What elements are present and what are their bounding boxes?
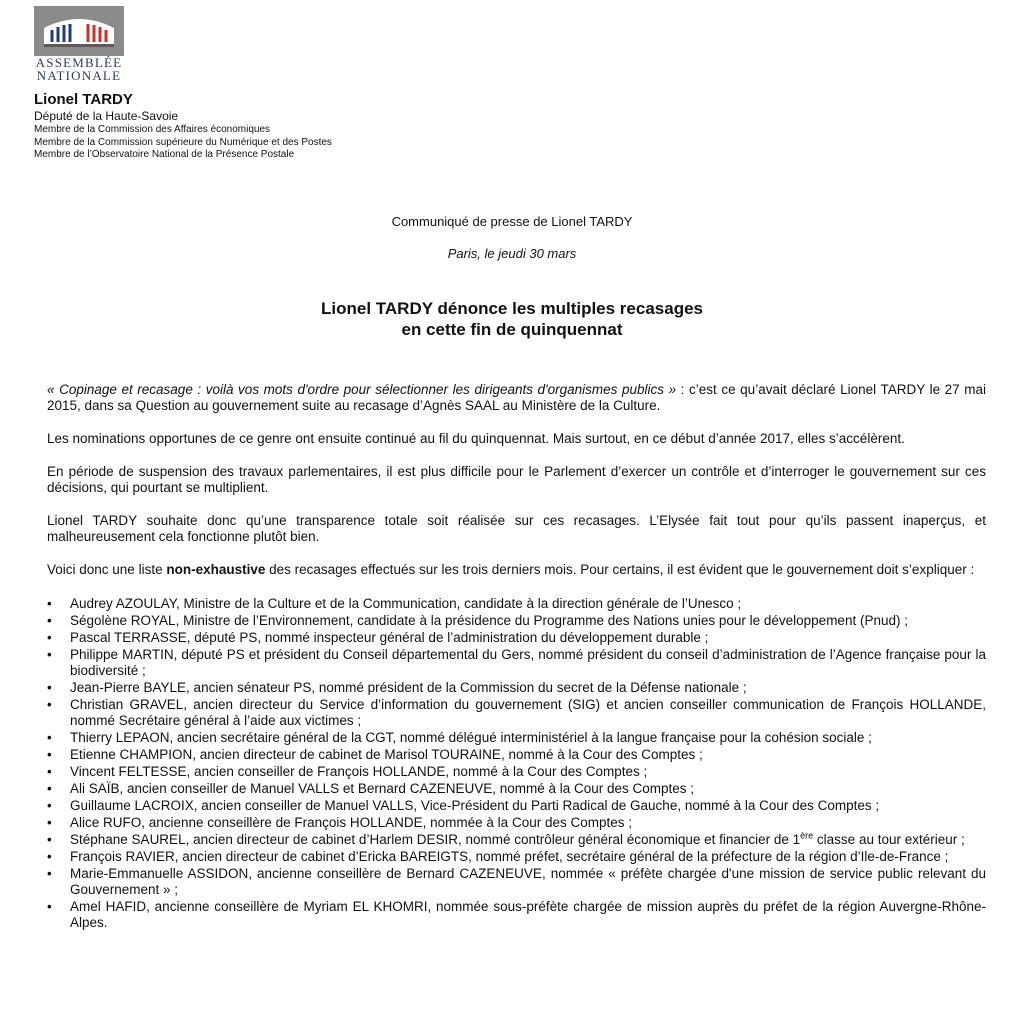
title-line2: en cette fin de quinquennat: [401, 320, 623, 339]
bullet-icon: •: [47, 781, 52, 796]
bullet-icon: •: [47, 596, 52, 611]
bullet-icon: •: [47, 815, 52, 830]
list-item: • Thierry LEPAON, ancien secrétaire général de la CGT, nommé délégué interministériel à la langue française pour la cohésion sociale ;: [47, 730, 872, 745]
list-item: • Marie-Emmanuelle ASSIDON, ancienne conseillère de Bernard CAZENEUVE, nommée « préfète chargée d'une mission de service public relevant du Gouvernement » ;: [47, 866, 986, 897]
appointments-list: [47, 596, 986, 931]
assemblee-nationale-logo: [34, 6, 124, 82]
hemicycle-icon: [34, 6, 124, 56]
paragraph-1: [47, 382, 986, 414]
paragraph-5-text-b: des recasages effectués sur les trois derniers mois. Pour certains, il est évident que le gouvernement doit s’expliquer :: [265, 562, 975, 577]
membership-line: Membre de la Commission des Affaires économiques: [34, 124, 271, 135]
list-item: • Amel HAFID, ancienne conseillère de Myriam EL KHOMRI, nommée sous-préfète chargée de mission auprès du préfet de la région Auvergne-Rhône-Alpes.: [47, 899, 986, 930]
list-item: • Vincent FELTESSE, ancien conseiller de François HOLLANDE, nommé à la Cour des Comptes ;: [47, 764, 648, 779]
bullet-icon: •: [47, 647, 52, 662]
list-item: • Philippe MARTIN, député PS et président du Conseil départemental du Gers, nommé président du conseil d’administration de l’Agence française pour la biodiversité ;: [47, 647, 986, 678]
list-item: • Guillaume LACROIX, ancien conseiller de Manuel VALLS, Vice-Président du Parti Radical de Gauche, nommé à la Cour des Comptes ;: [47, 798, 880, 813]
bullet-icon: •: [47, 899, 52, 914]
paragraph-5-text-a: Voici donc une liste: [47, 562, 167, 577]
bullet-icon: •: [47, 764, 52, 779]
bullet-icon: •: [47, 697, 52, 712]
bullet-icon: •: [47, 680, 52, 695]
press-release-body: [47, 382, 986, 932]
bullet-icon: •: [47, 613, 52, 628]
list-item: • Audrey AZOULAY, Ministre de la Culture et de la Communication, candidate à la direction générale de l’Unesco ;: [47, 596, 742, 611]
membership-line: Membre de l’Observatoire National de la Présence Postale: [34, 149, 295, 160]
deputy-name: Lionel TARDY: [34, 91, 133, 108]
list-item: • Pascal TERRASSE, député PS, nommé inspecteur général de l’administration du développement durable ;: [47, 630, 709, 645]
bullet-icon: •: [47, 630, 52, 645]
bullet-icon: •: [47, 798, 52, 813]
paragraph-1-text: : c’est ce qu’avait déclaré Lionel TARDY le 27 mai 2015, dans sa Question au gouvernement suite au recasage d’Agnès SAAL au Ministère de la Culture.: [47, 382, 987, 413]
paragraph-5: [47, 562, 986, 578]
press-release-label: Communiqué de presse de Lionel TARDY: [391, 214, 633, 229]
bullet-icon: •: [47, 832, 52, 847]
paragraph-3: En période de suspension des travaux parlementaires, il est plus difficile pour le Parlement d’exercer un contrôle et d’interroger le gouvernement sur ces décisions, qui pourtant se multiplient.: [47, 464, 986, 495]
title-line1: Lionel TARDY dénonce les multiples recasages: [321, 299, 703, 318]
list-item: • François RAVIER, ancien directeur de cabinet d’Ericka BAREIGTS, nommé préfet, secrétaire général de la préfecture de la région d’Ile-de-France ;: [47, 849, 949, 864]
bullet-icon: •: [47, 866, 52, 881]
dateline: Paris, le jeudi 30 mars: [447, 246, 577, 261]
logo-text-line1: ASSEMBLÉE: [35, 55, 123, 70]
emphasis: non-exhaustive: [166, 562, 266, 577]
list-item: • Etienne CHAMPION, ancien directeur de cabinet de Marisol TOURAINE, nommé à la Cour des Comptes ;: [47, 747, 703, 762]
list-item: • Ségolène ROYAL, Ministre de l’Environnement, candidate à la présidence du Programme des Nations unies pour le développement (Pnud) ;: [47, 613, 908, 628]
press-release-title: [0, 298, 1024, 340]
deputy-role: Député de la Haute-Savoie: [34, 109, 179, 123]
list-item: • Ali SAÏB, ancien conseiller de Manuel VALLS et Bernard CAZENEUVE, nommé à la Cour des Comptes ;: [47, 781, 695, 796]
bullet-icon: •: [47, 747, 52, 762]
list-item: • Stéphane SAUREL, ancien directeur de cabinet d’Harlem DESIR, nommé contrôleur général économique et financier de 1ère classe au tour extérieur ;: [47, 830, 965, 847]
letterhead: [34, 91, 332, 162]
paragraph-2: Les nominations opportunes de ce genre ont ensuite continué au fil du quinquennat. Mais surtout, en ce début d’année 2017, elles s’accélèrent.: [47, 431, 905, 446]
list-item: • Jean-Pierre BAYLE, ancien sénateur PS, nommé président de la Commission du secret de la Défense nationale ;: [47, 680, 747, 695]
bullet-icon: •: [47, 849, 52, 864]
list-item: • Christian GRAVEL, ancien directeur du Service d’information du gouvernement (SIG) et ancien conseiller communication de François HOLLANDE, nommé Secrétaire général à l’aide aux victimes ;: [47, 697, 986, 728]
logo-text-line2: NATIONALE: [36, 68, 122, 83]
superscript: ère: [800, 830, 814, 841]
list-item: • Alice RUFO, ancienne conseillère de François HOLLANDE, nommée à la Cour des Comptes ;: [47, 815, 632, 830]
bullet-icon: •: [47, 730, 52, 745]
paragraph-4: Lionel TARDY souhaite donc qu’une transparence totale soit réalisée sur ces recasages. L’Elysée fait tout pour qu’ils passent inaperçus, et malheureusement cela fonctionne plutôt bien.: [47, 513, 986, 544]
membership-line: Membre de la Commission supérieure du Numérique et des Postes: [34, 136, 332, 148]
quote: « Copinage et recasage : voilà vos mots d'ordre pour sélectionner les dirigeants d'organismes publics »: [47, 382, 677, 397]
